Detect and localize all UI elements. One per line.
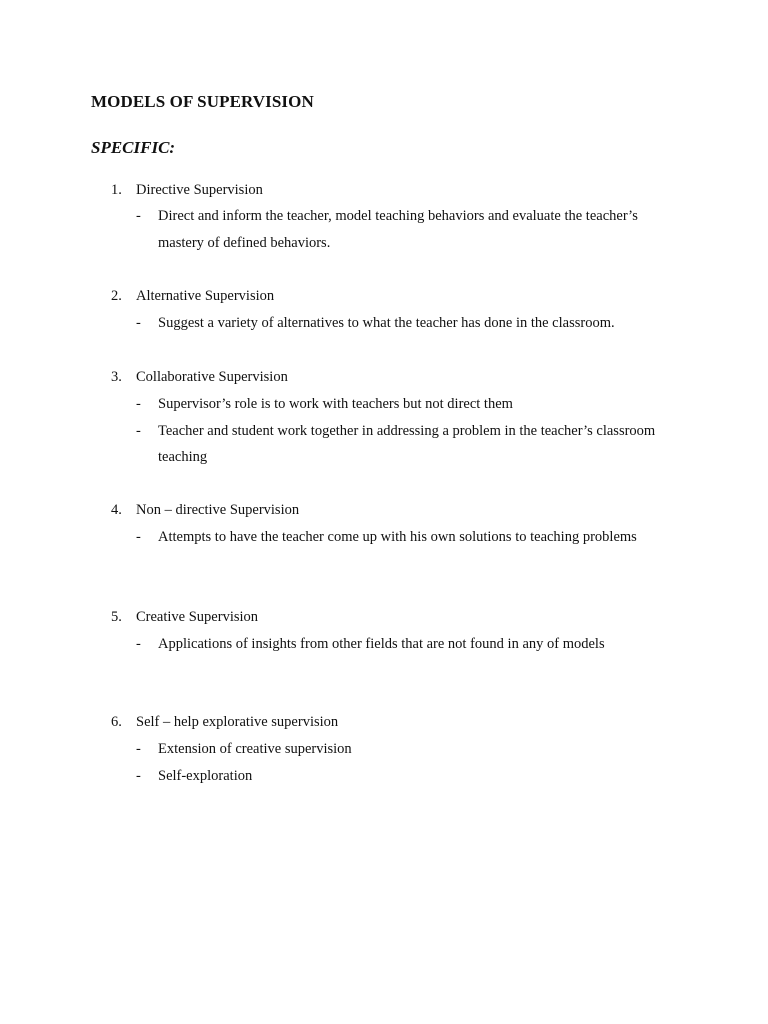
model-title: Creative Supervision <box>136 609 259 625</box>
bullet-text: Applications of insights from other fields that are not found in any of models <box>158 636 605 652</box>
section-heading: SPECIFIC: <box>91 138 176 157</box>
dash-marker: - <box>136 636 141 652</box>
dash-marker: - <box>136 423 141 439</box>
bullet-text: Self-exploration <box>158 768 253 784</box>
bullet-text-continuation: teaching <box>158 449 208 465</box>
dash-marker: - <box>136 396 141 412</box>
dash-marker: - <box>136 208 141 224</box>
dash-marker: - <box>136 529 141 545</box>
model-title: Directive Supervision <box>136 182 263 198</box>
model-title: Alternative Supervision <box>136 288 275 304</box>
model-title: Self – help explorative supervision <box>136 714 339 730</box>
list-number: 1. <box>111 182 122 198</box>
bullet-text: Extension of creative supervision <box>158 741 352 757</box>
bullet-text-continuation: mastery of defined behaviors. <box>158 235 331 251</box>
bullet-text: Teacher and student work together in addressing a problem in the teacher’s classroom <box>158 423 656 439</box>
list-number: 3. <box>111 369 122 385</box>
model-title: Non – directive Supervision <box>136 502 300 518</box>
bullet-text: Suggest a variety of alternatives to what the teacher has done in the classroom. <box>158 315 615 331</box>
bullet-text: Attempts to have the teacher come up with his own solutions to teaching problems <box>158 529 637 545</box>
dash-marker: - <box>136 315 141 331</box>
list-number: 6. <box>111 714 122 730</box>
dash-marker: - <box>136 768 141 784</box>
model-title: Collaborative Supervision <box>136 369 288 385</box>
page-title: MODELS OF SUPERVISION <box>91 92 314 111</box>
bullet-text: Direct and inform the teacher, model teaching behaviors and evaluate the teacher’s <box>158 208 638 224</box>
list-number: 4. <box>111 502 122 518</box>
bullet-text: Supervisor’s role is to work with teachers but not direct them <box>158 396 513 412</box>
list-number: 2. <box>111 288 122 304</box>
list-number: 5. <box>111 609 122 625</box>
dash-marker: - <box>136 741 141 757</box>
